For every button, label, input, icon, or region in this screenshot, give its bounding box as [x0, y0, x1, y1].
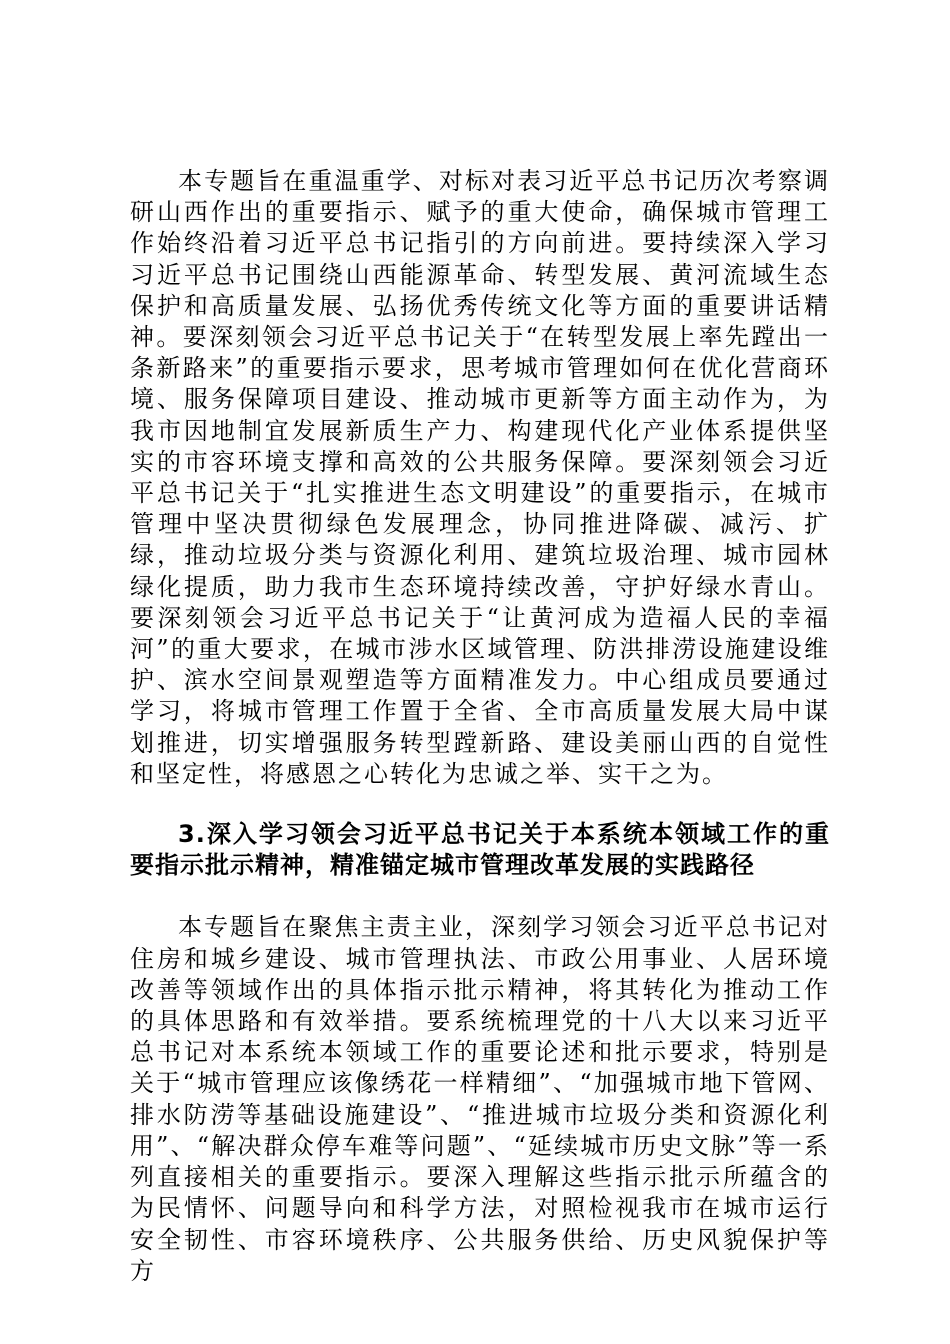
- body-paragraph-1: 本专题旨在重温重学、对标对表习近平总书记历次考察调研山西作出的重要指示、赋予的重大使命，确保城市管理工作始终沿着习近平总书记指引的方向前进。要持续深入学习习近平总书记围绕山西能源革命、转型发展、黄河流域生态保护和高质量发展、弘扬优秀传统文化等方面的重要讲话精神。要深刻领会习近平总书记关于“在转型发展上率先蹚出一条新路来”的重要指示要求，思考城市管理如何在优化营商环境、服务保障项目建设、推动城市更新等方面主动作为，为我市因地制宜发展新质生产力、构建现代化产业体系提供坚实的市容环境支撑和高效的公共服务保障。要深刻领会习近平总书记关于“扎实推进生态文明建设”的重要指示，在城市管理中坚决贯彻绿色发展理念，协同推进降碳、减污、扩绿，推动垃圾分类与资源化利用、建筑垃圾治理、城市园林绿化提质，助力我市生态环境持续改善，守护好绿水青山。要深刻领会习近平总书记关于“让黄河成为造福人民的幸福河”的重大要求，在城市涉水区域管理、防洪排涝设施建设维护、滨水空间景观塑造等方面精准发力。中心组成员要通过学习，将城市管理工作置于全省、全市高质量发展大局中谋划推进，切实增强服务转型蹚新路、建设美丽山西的自觉性和坚定性，将感恩之心转化为忠诚之举、实干之为。: [130, 167, 830, 788]
- body-paragraph-2: 本专题旨在聚焦主责主业，深刻学习领会习近平总书记对住房和城乡建设、城市管理执法、市政公用事业、人居环境改善等领域作出的具体指示批示精神，将其转化为推动工作的具体思路和有效举措。要系统梳理党的十八大以来习近平总书记对本系统本领域工作的重要论述和批示要求，特别是关于“城市管理应该像绣花一样精细”、“加强城市地下管网、排水防涝等基础设施建设”、“推进城市垃圾分类和资源化利用”、“解决群众停车难等问题”、“延续城市历史文脉”等一系列直接相关的重要指示。要深入理解这些指示批示所蕴含的为民情怀、问题导向和科学方法，对照检视我市在城市运行安全韧性、市容环境秩序、公共服务供给、历史风貌保护等方: [130, 913, 830, 1285]
- document-body: [130, 166, 830, 1287]
- section-heading-3: 3.深入学习领会习近平总书记关于本系统本领域工作的重要指示批示精神，精准锚定城市管理改革发展的实践路径: [130, 820, 830, 880]
